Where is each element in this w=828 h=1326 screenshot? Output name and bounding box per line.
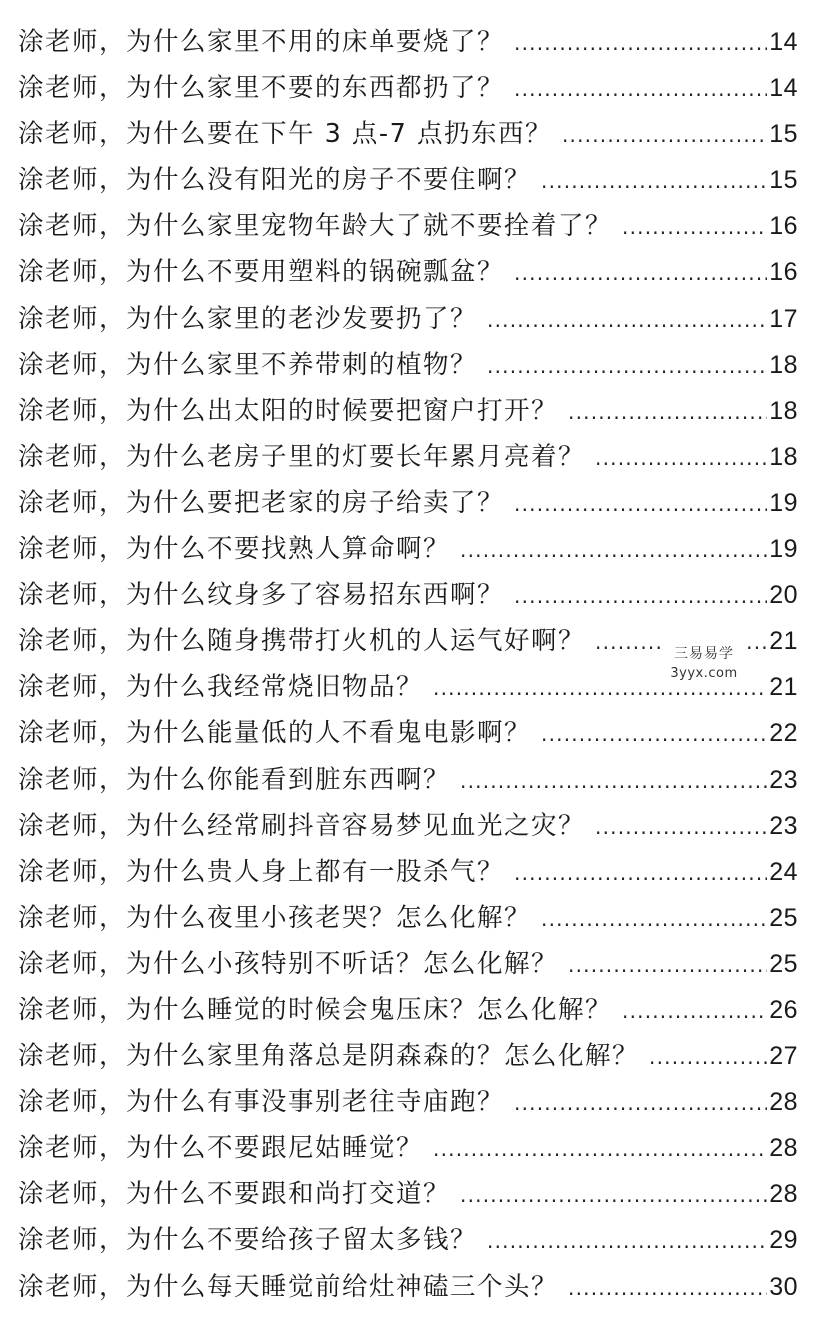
toc-entry-title: 涂老师，为什么出太阳的时候要把窗户打开？: [18, 395, 559, 426]
toc-entry: [0, 1171, 828, 1217]
toc-entry-page: 23: [769, 811, 798, 840]
toc-entry-page: 20: [769, 581, 798, 610]
toc-entry-page: 19: [769, 535, 798, 564]
toc-entry: [0, 342, 828, 388]
dot-leader: [568, 942, 767, 988]
toc-entry: [0, 434, 828, 480]
toc-entry-title: 涂老师，为什么家里角落总是阴森森的？怎么化解？: [18, 1041, 640, 1072]
toc-entry: [0, 65, 828, 111]
dot-leader: [514, 250, 767, 296]
toc-entry-page: 21: [769, 673, 798, 702]
dot-leader: [622, 988, 767, 1034]
toc-entry: [0, 388, 828, 434]
toc-entry-title: 涂老师，为什么家里不养带刺的植物？: [18, 349, 478, 380]
dot-leader: [514, 1080, 767, 1126]
toc-entry: [0, 710, 828, 756]
dot-leader: [433, 1126, 767, 1172]
toc-entry-title: 涂老师，为什么家里不要的东西都扔了？: [18, 73, 505, 104]
toc-entry-page: 14: [769, 28, 798, 56]
toc-entry-title: 涂老师，为什么随身携带打火机的人运气好啊？: [18, 626, 586, 657]
dot-leader: [514, 66, 767, 112]
toc-entry: [0, 987, 828, 1033]
toc-entry-title: 涂老师，为什么夜里小孩老哭？怎么化解？: [18, 902, 532, 933]
toc-entry-title: 涂老师，为什么睡觉的时候会鬼压床？怎么化解？: [18, 994, 613, 1025]
dot-leader: [541, 158, 767, 204]
toc-entry-page: 25: [769, 903, 798, 932]
toc-entry-page: 29: [769, 1226, 798, 1255]
toc-entry: [0, 249, 828, 295]
toc-entry-page: 15: [769, 120, 798, 149]
toc-entry: [0, 526, 828, 572]
toc-entry: [0, 1217, 828, 1263]
watermark-site-text: 3yyx.com: [670, 666, 738, 681]
toc-entry: [0, 941, 828, 987]
toc-entry: [0, 849, 828, 895]
dot-leader: [487, 343, 767, 389]
toc-entry-title: 涂老师，为什么我经常烧旧物品？: [18, 672, 424, 703]
toc-entry: [0, 480, 828, 526]
toc-entry-title: 涂老师，为什么每天睡觉前给灶神磕三个头？: [18, 1271, 559, 1302]
toc-entry-title: 涂老师，为什么家里宠物年龄大了就不要拴着了？: [18, 211, 613, 242]
toc-entry: [0, 1125, 828, 1171]
toc-entry: [0, 1079, 828, 1125]
dot-leader: [514, 850, 767, 896]
toc-entry-page: 19: [769, 488, 798, 517]
toc-entry-title: 涂老师，为什么能量低的人不看鬼电影啊？: [18, 718, 532, 749]
toc-entry-page: 18: [769, 396, 798, 425]
toc-entry: [0, 1033, 828, 1079]
dot-leader: [541, 896, 767, 942]
toc-entry-page: 21: [769, 627, 798, 656]
dot-leader: [568, 389, 767, 435]
dot-leader: [514, 481, 767, 527]
toc-entry-page: 28: [769, 1180, 798, 1209]
toc-entry: [0, 296, 828, 342]
toc-entry-page: 18: [769, 350, 798, 379]
dot-leader: [460, 758, 767, 804]
dot-leader: [595, 435, 767, 481]
toc-entry-title: 涂老师，为什么要在下午 3 点-7 点扔东西？: [18, 119, 552, 150]
dot-leader: [541, 711, 767, 757]
toc-entry-title: 涂老师，为什么不要跟尼姑睡觉？: [18, 1133, 424, 1164]
dot-leader: [649, 1034, 767, 1080]
toc-entry: [0, 157, 828, 203]
toc-entry-page: 25: [769, 949, 798, 978]
toc-entry-title: 涂老师，为什么不要给孩子留太多钱？: [18, 1225, 478, 1256]
toc-entry-title: 涂老师，为什么不要找熟人算命啊？: [18, 534, 451, 565]
toc-entry: [0, 803, 828, 849]
toc-entry-title: 涂老师，为什么小孩特别不听话？怎么化解？: [18, 948, 559, 979]
dot-leader: [595, 804, 767, 850]
toc-entry-page: 16: [769, 212, 798, 241]
toc-entry-page: 16: [769, 258, 798, 287]
toc-entry: [0, 203, 828, 249]
toc-entry-title: 涂老师，为什么纹身多了容易招东西啊？: [18, 580, 505, 611]
toc-entry-title: 涂老师，为什么要把老家的房子给卖了？: [18, 487, 505, 518]
toc-entry-page: 18: [769, 442, 798, 471]
toc-entry: [0, 572, 828, 618]
dot-leader: [460, 527, 767, 573]
toc-entry-title: 涂老师，为什么贵人身上都有一股杀气？: [18, 856, 505, 887]
toc-entry: [0, 111, 828, 157]
dot-leader: [562, 112, 767, 158]
dot-leader: [514, 20, 767, 66]
toc-entry-page: 30: [769, 1272, 798, 1301]
toc-entry: [0, 1264, 828, 1310]
toc-entry: [0, 895, 828, 941]
toc-entry-page: 17: [769, 304, 798, 333]
toc-entry-title: 涂老师，为什么经常刷抖音容易梦见血光之灾？: [18, 810, 586, 841]
site-watermark: [662, 640, 746, 692]
toc-entry: [0, 19, 828, 65]
toc-entry-title: 涂老师，为什么家里的老沙发要扔了？: [18, 303, 478, 334]
toc-entry-page: 26: [769, 995, 798, 1024]
toc-entry-title: 涂老师，为什么不要用塑料的锅碗瓢盆？: [18, 257, 505, 288]
dot-leader: [460, 1172, 767, 1218]
toc-entry-page: 27: [769, 1042, 798, 1071]
toc-entry-page: 15: [769, 166, 798, 195]
toc-entry-title: 涂老师，为什么家里不用的床单要烧了？: [18, 27, 505, 57]
toc-entry-title: 涂老师，为什么老房子里的灯要长年累月亮着？: [18, 441, 586, 472]
dot-leader: [487, 297, 767, 343]
toc-entry-title: 涂老师，为什么没有阳光的房子不要住啊？: [18, 165, 532, 196]
toc-entry-page: 14: [769, 74, 798, 103]
watermark-chinese-text: 三易易学: [674, 646, 734, 662]
dot-leader: [568, 1265, 767, 1311]
toc-entry: [0, 757, 828, 803]
toc-entry-page: 23: [769, 765, 798, 794]
toc-entry-title: 涂老师，为什么你能看到脏东西啊？: [18, 764, 451, 795]
toc-entry-page: 24: [769, 857, 798, 886]
toc-entry-title: 涂老师，为什么有事没事别老往寺庙跑？: [18, 1087, 505, 1118]
toc-entry-page: 28: [769, 1134, 798, 1163]
toc-entry-page: 22: [769, 719, 798, 748]
toc-entry-title: 涂老师，为什么不要跟和尚打交道？: [18, 1179, 451, 1210]
dot-leader: [514, 573, 767, 619]
dot-leader: [622, 204, 767, 250]
dot-leader: [487, 1218, 767, 1264]
toc-entry-page: 28: [769, 1088, 798, 1117]
